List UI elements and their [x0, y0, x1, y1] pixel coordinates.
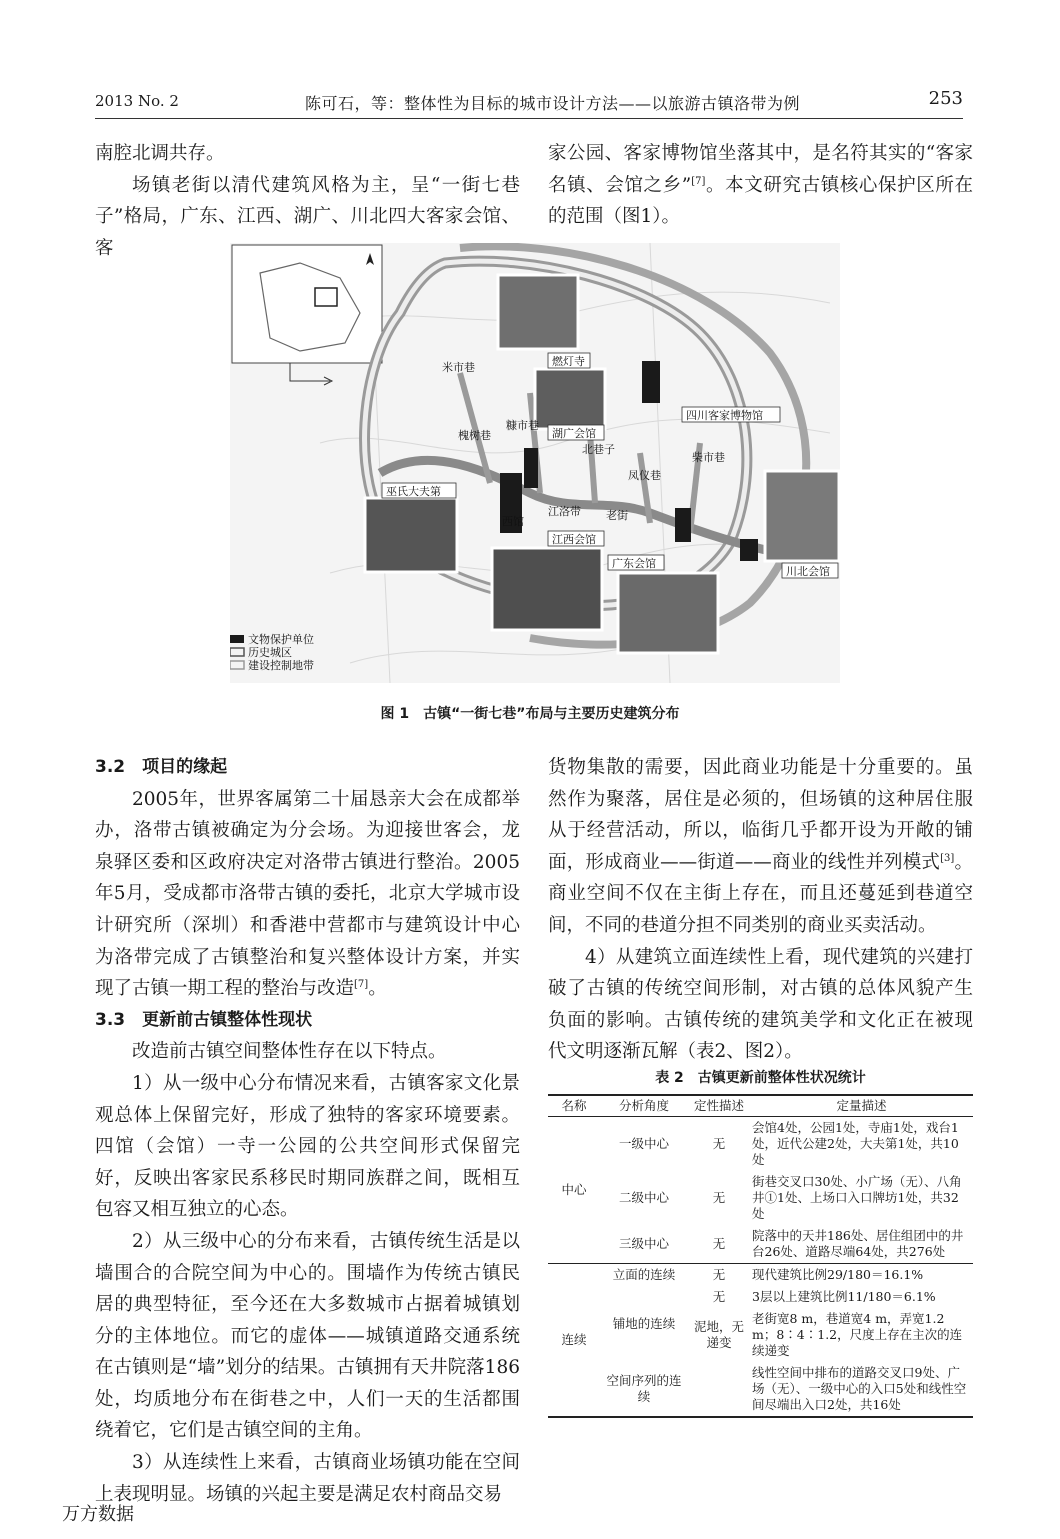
- section-heading-3-2: 3.2 项目的缘起: [95, 757, 228, 777]
- section-heading-3-3: 3.3 更新前古镇整体性现状: [95, 1009, 313, 1030]
- paragraph: [548, 752, 973, 942]
- svg-text:四川客家博物馆: 四川客家博物馆: [686, 409, 763, 422]
- column-header: 定性描述: [688, 1095, 750, 1117]
- qual-cell: 无: [712, 1267, 726, 1282]
- citation: [7]: [691, 175, 706, 187]
- angle-cell: 二级中心: [618, 1190, 669, 1205]
- article-running-title: 陈可石，等：整体性为目标的城市设计方法——以旅游古镇洛带为例: [305, 94, 801, 113]
- paragraph: 南腔北调共存。: [95, 143, 225, 164]
- svg-text:建设控制地带: 建设控制地带: [248, 659, 314, 672]
- text-run: 。: [368, 978, 387, 1000]
- text-run: 。商业空间不仅在主街上存在，而且还蔓延到巷道空间，不同的巷道分担不同类别的商业买卖活动。: [548, 851, 973, 936]
- table-row: [548, 1264, 973, 1287]
- quant-cell: 3层以上建筑比例11/180＝6.1%: [752, 1289, 936, 1304]
- photo-ranjing-temple: [498, 275, 578, 349]
- photo-jiangxi-hall: [492, 548, 602, 630]
- paragraph: [548, 138, 973, 233]
- label-xiguan: 西馆: [502, 515, 524, 528]
- table-row: [548, 1362, 973, 1417]
- label-laojie: 老街: [606, 509, 628, 522]
- label-guangdong: [608, 555, 664, 570]
- citation: [7]: [354, 979, 369, 990]
- text-run: 。本文研究古镇核心保护区所在的范围（图1）。: [548, 174, 973, 228]
- quant-cell: 会馆4处，公园1处，寺庙1处，戏台1处，近代公建2处，大夫第1处，共10处: [752, 1120, 959, 1167]
- table-row: [548, 1286, 973, 1308]
- qual-cell: 无: [712, 1136, 726, 1151]
- quant-cell: 老街宽8 m，巷道宽4 m，弄宽1.2 m；8∶4∶1.2，尺度上存在主次的连续递变: [752, 1311, 963, 1358]
- qual-cell: 泥地，无递变: [693, 1319, 744, 1350]
- label-huaishu: 槐树巷: [458, 429, 491, 442]
- table-row: [548, 1117, 973, 1172]
- page-number: 253: [928, 88, 963, 109]
- journal-issue: 2013 No. 2: [95, 92, 179, 110]
- qual-cell: 无: [688, 1225, 750, 1264]
- qual-cell: [688, 1362, 750, 1417]
- table-header-row: [548, 1095, 973, 1117]
- paragraph: 4）从建筑立面连续性上看，现代建筑的兴建打破了古镇的传统空间形制，对古镇的总体风貌产生负面的影响。古镇传统的建筑美学和文化正在被现代文明逐渐瓦解（表2、图2）。: [548, 946, 973, 1063]
- quant-cell: 院落中的天井186处、居住组团中的井台26处、道路尽端64处，共276处: [750, 1225, 973, 1264]
- text-run: 货物集散的需要，因此商业功能是十分重要的。虽然作为聚落，居住是必须的，但场镇的这种居住服从于经营活动，所以，临街几乎都开设为开敞的铺面，形成商业——街道——商业的线性并列模式: [548, 757, 973, 873]
- quant-cell: 现代建筑比例29/180＝16.1%: [752, 1267, 924, 1282]
- paragraph: 改造前古镇空间整体性存在以下特点。: [132, 1041, 447, 1063]
- running-header: [95, 88, 963, 119]
- text-run: 家公园、客家博物馆坐落其中，是名符其实的“客家名镇、会馆之乡”: [548, 143, 973, 196]
- table-row: [548, 1225, 973, 1264]
- photo-guangdong-hall: [618, 573, 718, 653]
- label-fengyi: 凤仪巷: [628, 469, 661, 482]
- column-header: 分析角度: [600, 1095, 688, 1117]
- svg-text:燃灯寺: 燃灯寺: [552, 355, 585, 368]
- group-cell: 中心: [548, 1117, 600, 1264]
- watermark: 万方数据: [62, 1504, 134, 1525]
- svg-text:巫氏大夫第: 巫氏大夫第: [386, 485, 441, 498]
- angle-cell: 铺地的连续: [612, 1316, 676, 1331]
- label-chuanbei: [782, 563, 838, 578]
- svg-text:湖广会馆: 湖广会馆: [552, 427, 596, 440]
- label-chaishi: 柴市巷: [692, 451, 725, 464]
- angle-cell: 空间序列的连续: [600, 1362, 688, 1417]
- paragraph: 2）从三级中心的分布来看，古镇传统生活是以墙围合的合院空间为中心的。围墙作为传统古镇民居的典型特征，至今还在大多数城市占据着城镇划分的主体地位。而它的虚体——城镇道路交通系统在古镇则是“墙”划分的结果。古镇拥有天井院落186处，均质地分布在街巷之中，人们一天的生活都围绕着它，它们是古镇空间的主角。: [95, 1230, 520, 1442]
- qual-cell: 无: [712, 1289, 726, 1304]
- map-illustration: [230, 243, 840, 683]
- svg-text:江西会馆: 江西会馆: [552, 533, 596, 546]
- paragraph: 场镇老街以清代建筑风格为主，呈“一街七巷子”格局，广东、江西、湖广、川北四大客家会馆、客: [95, 174, 520, 259]
- group-cell: 连续: [548, 1264, 600, 1418]
- text-run: 2005年，世界客属第二十届恳亲大会在成都举办，洛带古镇被确定为分会场。为迎接世客会，龙泉驿区委和区政府决定对洛带古镇进行整治。2005年5月，受成都市洛带古镇的委托，北京大学城市设计研究所（深圳）和香港中营都市与建筑设计中心为洛带完成了古镇整治和复兴整体设计方案，并实现了古镇一期工程的整治与改造: [95, 788, 520, 1000]
- right-column-text: [548, 752, 973, 1068]
- photo-wushi-residence: [365, 498, 457, 572]
- photo-huguang-hall: [535, 369, 605, 429]
- angle-cell: 三级中心: [600, 1225, 688, 1264]
- column-header: 名称: [548, 1095, 600, 1117]
- citation: [3]: [940, 852, 955, 864]
- angle-cell: 立面的连续: [612, 1267, 676, 1282]
- quant-cell: 线性空间中排布的道路交叉口9处、广场（无）、一级中心的入口5处和线性空间尽端出入口2处，共16处: [750, 1362, 973, 1417]
- label-wushi: [382, 483, 456, 498]
- svg-text:川北会馆: 川北会馆: [786, 565, 830, 578]
- svg-text:文物保护单位: 文物保护单位: [248, 633, 314, 646]
- photo-chuanbei-hall: [765, 471, 839, 561]
- quant-cell: 街巷交叉口30处、小广场（无）、八角井①1处、上场口入口牌坊1处，共32处: [752, 1174, 962, 1221]
- label-ranjing: [548, 353, 590, 368]
- inset-locator-map: [232, 245, 382, 363]
- label-sichuan-museum: [682, 407, 780, 422]
- svg-text:广东会馆: 广东会馆: [612, 557, 656, 570]
- label-jiangxi: [548, 531, 604, 546]
- label-hengshi: 糠市巷: [506, 419, 539, 432]
- label-beixiang: 北巷子: [582, 443, 615, 456]
- top-right-text: [548, 138, 973, 233]
- left-column-text: [95, 752, 520, 1510]
- table-2-caption: 表 2 古镇更新前整体性状况统计: [655, 1070, 866, 1086]
- angle-cell: 一级中心: [618, 1136, 669, 1151]
- column-header: 定量描述: [750, 1095, 973, 1117]
- figure-1-map: [230, 243, 840, 683]
- figure-1-caption: 图 1 古镇“一街七巷”布局与主要历史建筑分布: [380, 706, 680, 722]
- label-mishi: 米市巷: [442, 361, 475, 374]
- svg-text:历史城区: 历史城区: [248, 646, 292, 659]
- paragraph: 1）从一级中心分布情况来看，古镇客家文化景观总体上保留完好，形成了独特的客家环境要素。四馆（会馆）一寺一公园的公共空间形式保留完好，反映出客家民系移民时期同族群之间，既相互包容又相互独立的心态。: [95, 1072, 520, 1221]
- paragraph: 3）从连续性上来看，古镇商业场镇功能在空间上表现明显。场镇的兴起主要是满足农村商品交易: [95, 1452, 520, 1505]
- qual-cell: 无: [712, 1190, 726, 1205]
- label-jiangluodai: 江洛带: [548, 505, 581, 518]
- paragraph: [95, 784, 520, 1005]
- table-row: [548, 1171, 973, 1225]
- label-huguang: [548, 425, 604, 440]
- table-2: [548, 1094, 973, 1418]
